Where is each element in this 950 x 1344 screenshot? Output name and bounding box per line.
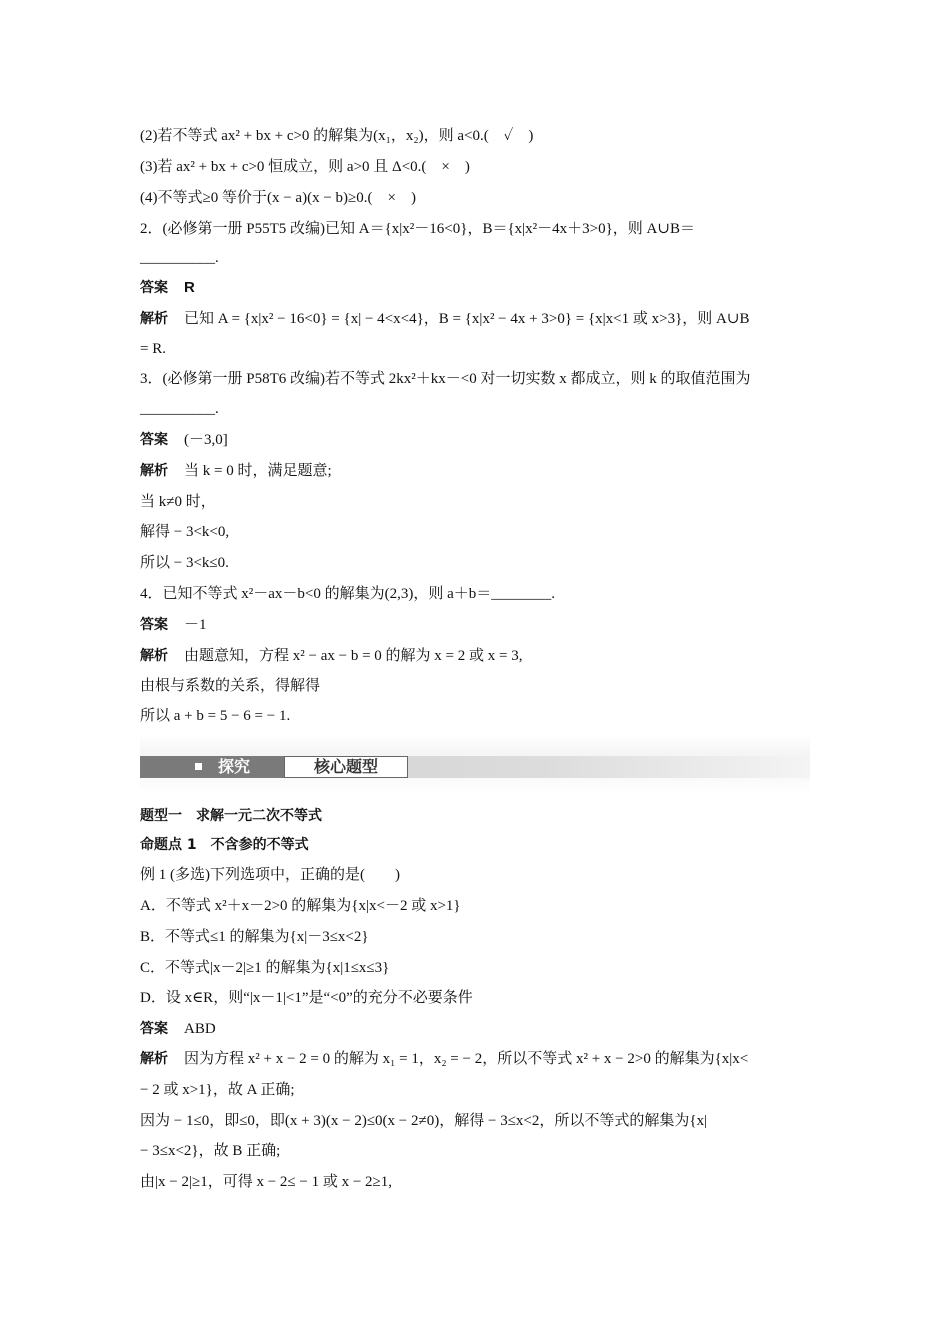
answer-label: 答案 [140, 1021, 168, 1037]
banner-right-label: 核心题型 [284, 756, 408, 778]
example-1: 例 1 (多选)下列选项中，正确的是( ) [140, 867, 400, 883]
answer-value: (－3,0] [184, 432, 228, 448]
banner-square-icon [195, 763, 202, 770]
analysis-label: 解析 [140, 1051, 168, 1067]
question-3: 3．(必修第一册 P58T6 改编)若不等式 2kx²＋kx－<0 对一切实数 x 都成立，则 k 的取值范围为 [140, 371, 751, 387]
option-d: D．设 x∈R，则“|x－1|<1”是“<0”的充分不必要条件 [140, 990, 473, 1006]
q4-answer [140, 615, 207, 635]
q2-analysis [140, 309, 749, 329]
banner-left-label: 探究 [218, 757, 251, 776]
answer-label: 答案 [140, 617, 168, 633]
section-banner [140, 734, 810, 792]
q2-analysis-cont: = R. [140, 341, 166, 357]
example-analysis-line3: 因为 − 1≤0，即≤0，即(x + 3)(x − 2)≤0(x − 2≠0)，解得 − 3≤x<2，所以不等式的解集为{x| [140, 1113, 708, 1129]
q3-analysis-line3: 解得 − 3<k<0, [140, 524, 230, 540]
judgement-item-3: (3)若 ax² + bx + c>0 恒成立，则 a>0 且 Δ<0.( × ) [140, 159, 470, 175]
type-title: 题型一 求解一元二次不等式 [140, 808, 322, 824]
analysis-text: 当 k = 0 时，满足题意; [184, 463, 332, 479]
example-analysis-line5: 由|x − 2|≥1，可得 x − 2≤ − 1 或 x − 2≥1, [140, 1174, 393, 1190]
analysis-label: 解析 [140, 463, 168, 479]
option-b: B．不等式≤1 的解集为{x|－3≤x<2} [140, 929, 369, 945]
question-2: 2．(必修第一册 P55T5 改编)已知 A＝{x|x²－16<0}，B＝{x|x²－4x＋3>0}，则 A∪B＝ [140, 221, 695, 237]
analysis-text: 因为方程 x² + x − 2 = 0 的解为 x₁ = 1，x₂ = − 2，所以不等式 x² + x − 2>0 的解集为{x|x< [184, 1051, 749, 1067]
analysis-text: 由题意知，方程 x² − ax − b = 0 的解为 x = 2 或 x = 3, [184, 648, 523, 664]
q3-answer [140, 430, 228, 450]
answer-value: ABD [184, 1021, 216, 1037]
analysis-text: 已知 A = {x|x² − 16<0} = {x| − 4<x<4}，B = {x|x² − 4x + 3>0} = {x|x<1 或 x>3}，则 A∪B [184, 311, 750, 327]
example-analysis-line4: − 3≤x<2}，故 B 正确; [140, 1143, 281, 1159]
answer-label: 答案 [140, 280, 168, 296]
q4-analysis-line3: 所以 a + b = 5 − 6 = − 1. [140, 708, 291, 724]
q4-analysis-line2: 由根与系数的关系，得解得 [140, 678, 321, 694]
example-answer [140, 1019, 216, 1039]
answer-value: －1 [184, 617, 207, 633]
q3-analysis-line4: 所以 − 3<k≤0. [140, 555, 229, 571]
judgement-item-2: (2)若不等式 ax² + bx + c>0 的解集为(x₁，x₂)，则 a<0.( ✓ ) [140, 128, 534, 144]
q4-analysis [140, 646, 522, 666]
q3-analysis [140, 461, 332, 481]
option-c: C．不等式|x－2|≥1 的解集为{x|1≤x≤3} [140, 960, 390, 976]
analysis-label: 解析 [140, 311, 168, 327]
q3-analysis-line2: 当 k≠0 时， [140, 494, 216, 510]
question-2-blank: __________. [140, 250, 219, 266]
question-4: 4．已知不等式 x²－ax－b<0 的解集为(2,3)，则 a＋b＝________. [140, 586, 556, 602]
judgement-item-4: (4)不等式≥0 等价于(x − a)(x − b)≥0.( × ) [140, 190, 416, 206]
answer-value: R [184, 279, 195, 296]
option-a: A．不等式 x²＋x－2>0 的解集为{x|x<－2 或 x>1} [140, 898, 461, 914]
example-analysis [140, 1049, 748, 1069]
analysis-label: 解析 [140, 648, 168, 664]
example-analysis-line2: − 2 或 x>1}，故 A 正确; [140, 1082, 295, 1098]
point-title: 命题点 1 不含参的不等式 [140, 837, 309, 853]
answer-label: 答案 [140, 432, 168, 448]
banner-dark-block [140, 756, 285, 778]
q2-answer [140, 278, 195, 298]
question-3-blank: __________. [140, 401, 219, 417]
